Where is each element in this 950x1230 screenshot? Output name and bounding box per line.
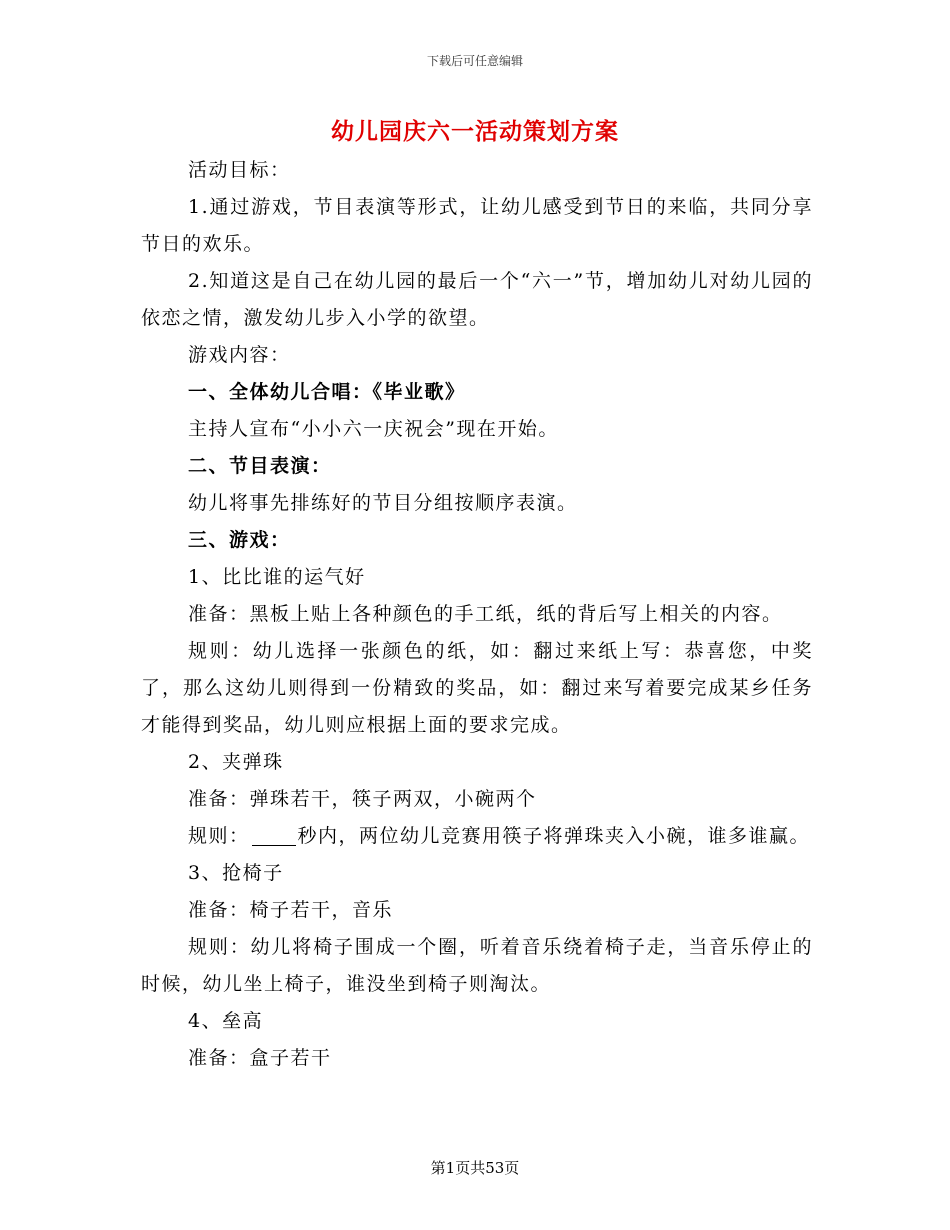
- fill-in-blank: [252, 825, 296, 846]
- page-footer: 第1页共53页: [430, 1159, 520, 1177]
- document-title: 幼儿园庆六一活动策划方案: [331, 118, 619, 145]
- section-heading: 三、游戏：: [188, 529, 291, 551]
- section-heading: 二、节目表演：: [188, 455, 332, 477]
- body-paragraph: 主持人宣布“小小六一庆祝会”现在开始。: [188, 418, 559, 440]
- section-heading: 一、全体幼儿合唱：《毕业歌》: [188, 381, 466, 403]
- body-paragraph: 准备：黑板上贴上各种颜色的手工纸，纸的背后写上相关的内容。: [188, 603, 783, 625]
- body-paragraph: 4、垒高: [188, 1010, 264, 1032]
- body-paragraph: 游戏内容：: [188, 344, 291, 366]
- body-paragraph: 准备：弹珠若干，筷子两双，小碗两个: [188, 788, 537, 810]
- paragraph-text-after: 秒内，两位幼儿竞赛用筷子将弹珠夹入小碗，谁多谁赢。: [297, 825, 811, 847]
- body-paragraph: 准备：椅子若干，音乐: [188, 899, 394, 921]
- body-paragraph: 活动目标：: [188, 159, 291, 181]
- document-body: [141, 152, 813, 1077]
- paragraph-text-before: 规则：: [188, 825, 250, 847]
- page-header: 下载后可任意编辑: [426, 54, 523, 68]
- body-paragraph: 2、夹弹珠: [188, 751, 284, 773]
- body-paragraph: 1、比比谁的运气好: [188, 566, 366, 588]
- body-paragraph: 2.知道这是自己在幼儿园的最后一个“六一”节，增加幼儿对幼儿园的依恋之情，激发幼儿步入小学的欲望。: [141, 270, 813, 329]
- body-paragraph: 准备：盒子若干: [188, 1047, 332, 1069]
- body-paragraph: 幼儿将事先排练好的节目分组按顺序表演。: [188, 492, 578, 514]
- body-paragraph: 规则：幼儿将椅子围成一个圈，听着音乐绕着椅子走，当音乐停止的时候，幼儿坐上椅子，谁没坐到椅子则淘汰。: [141, 936, 813, 995]
- body-paragraph: 3、抢椅子: [188, 862, 284, 884]
- body-paragraph: [141, 818, 813, 855]
- body-paragraph: 1.通过游戏，节目表演等形式，让幼儿感受到节日的来临，共同分享节日的欢乐。: [141, 196, 813, 255]
- body-paragraph: 规则：幼儿选择一张颜色的纸，如：翻过来纸上写：恭喜您，中奖了，那么这幼儿则得到一份精致的奖品，如：翻过来写着要完成某乡任务才能得到奖品，幼儿则应根据上面的要求完成。: [141, 640, 813, 736]
